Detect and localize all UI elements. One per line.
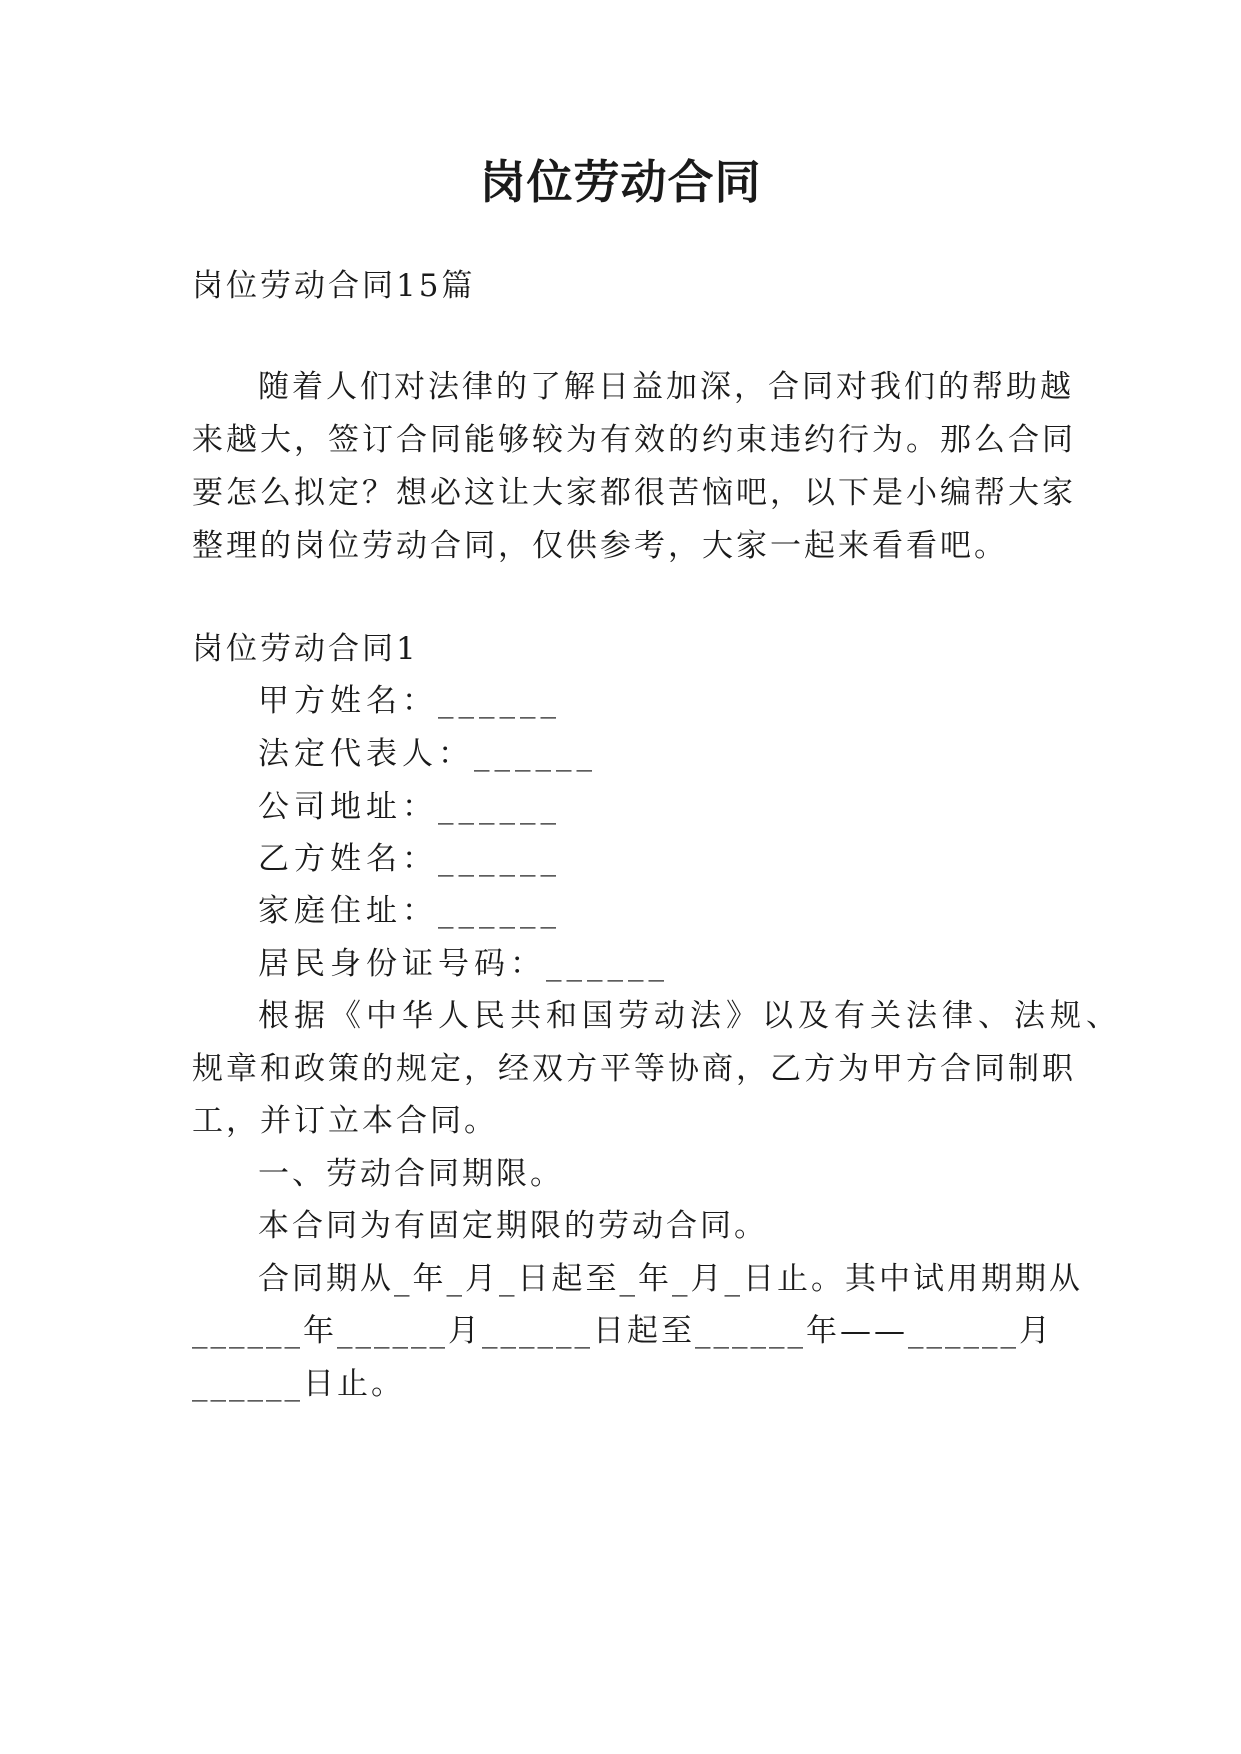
field-label: 甲方姓名： xyxy=(258,683,438,719)
field-blank: ______ xyxy=(438,893,561,929)
field-home-address xyxy=(258,891,561,931)
field-id-number xyxy=(258,944,669,984)
field-company-address xyxy=(258,787,561,827)
field-label: 法定代表人： xyxy=(258,736,474,772)
field-blank: ______ xyxy=(438,789,561,825)
field-label: 居民身份证号码： xyxy=(258,946,546,982)
field-legal-representative xyxy=(258,734,597,774)
field-label: 乙方姓名： xyxy=(258,841,438,877)
clause-1-text: 本合同为有固定期限的劳动合同。 xyxy=(258,1208,768,1244)
term-line-3: ______日止。 xyxy=(192,1366,405,1402)
term-line-1: 合同期从_年_月_日起至_年_月_日止。其中试用期期从 xyxy=(258,1261,1083,1297)
field-blank: ______ xyxy=(474,736,597,772)
term-line-2: ______年______月______日起至______年——______月 xyxy=(192,1313,1053,1349)
basis-line-3: 工，并订立本合同。 xyxy=(192,1103,498,1139)
field-blank: ______ xyxy=(438,841,561,877)
field-party-a-name xyxy=(258,681,561,721)
field-label: 家庭住址： xyxy=(258,893,438,929)
section-heading: 岗位劳动合同1 xyxy=(192,631,419,667)
basis-line-2: 规章和政策的规定，经双方平等协商，乙方为甲方合同制职 xyxy=(192,1051,1076,1087)
field-party-b-name xyxy=(258,839,561,879)
document-title: 岗位劳动合同 xyxy=(479,155,762,209)
intro-line-4: 整理的岗位劳动合同，仅供参考，大家一起来看看吧。 xyxy=(192,528,1008,564)
intro-line-1: 随着人们对法律的了解日益加深，合同对我们的帮助越 xyxy=(258,369,1074,405)
field-label: 公司地址： xyxy=(258,789,438,825)
clause-1-heading: 一、劳动合同期限。 xyxy=(258,1156,564,1192)
intro-line-2: 来越大，签订合同能够较为有效的约束违约行为。那么合同 xyxy=(192,422,1076,458)
intro-line-3: 要怎么拟定？想必这让大家都很苦恼吧，以下是小编帮大家 xyxy=(192,475,1076,511)
field-blank: ______ xyxy=(546,946,669,982)
field-blank: ______ xyxy=(438,683,561,719)
basis-line-1: 根据《中华人民共和国劳动法》以及有关法律、法规、 xyxy=(258,998,1122,1034)
document-subtitle: 岗位劳动合同15篇 xyxy=(192,268,476,304)
